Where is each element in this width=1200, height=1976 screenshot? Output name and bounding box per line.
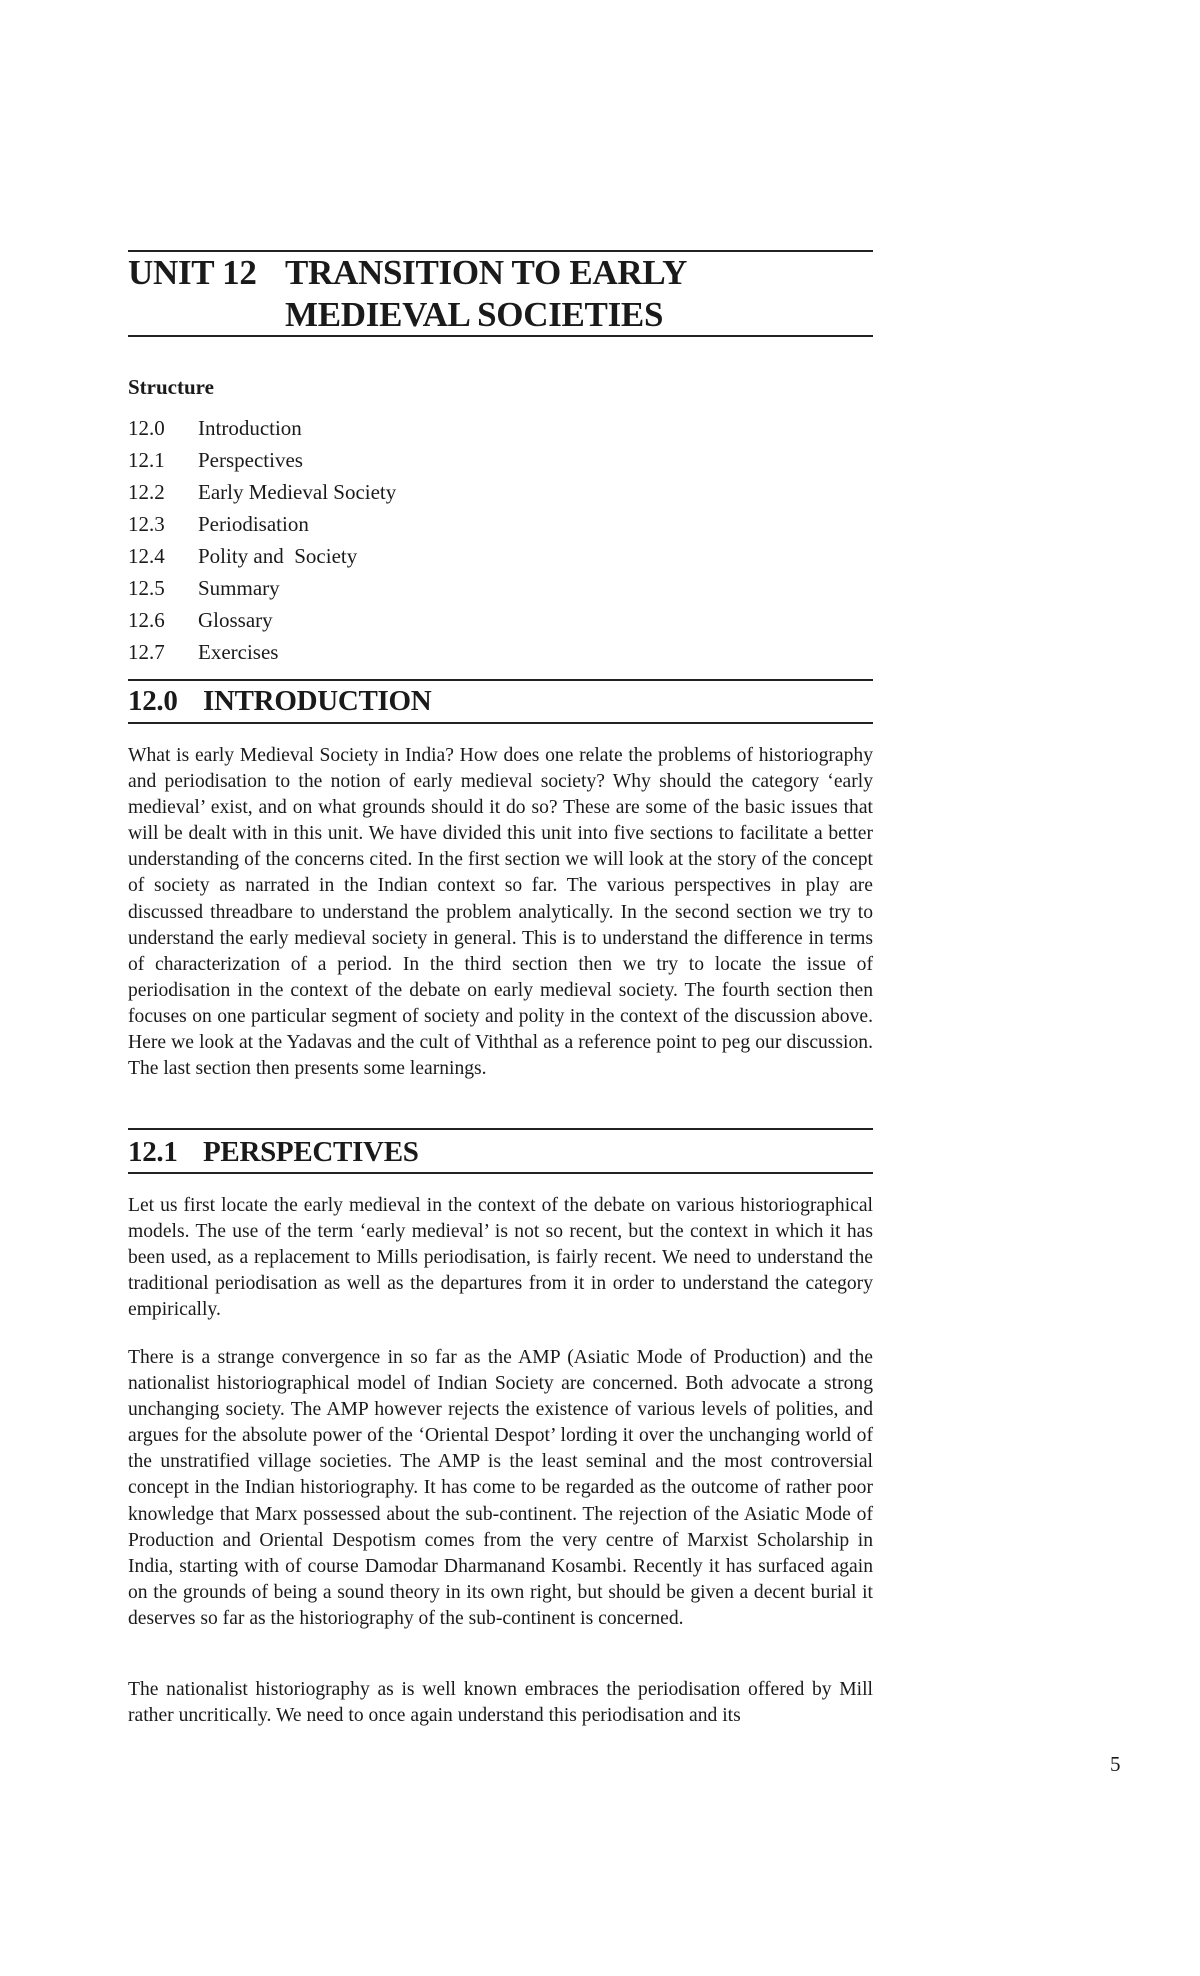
structure-item-number: 12.0	[128, 416, 165, 440]
section-number: 12.0	[128, 685, 178, 717]
unit-title-line-1: TRANSITION TO EARLY	[285, 253, 688, 292]
structure-item	[128, 606, 396, 638]
structure-item-number: 12.5	[128, 576, 165, 600]
page-number: 5	[1110, 1752, 1121, 1776]
structure-item-label: Polity and Society	[198, 544, 358, 568]
structure-item-label: Summary	[198, 576, 280, 600]
perspectives-paragraph-1: Let us first locate the early medieval in the context of the debate on various historiographical models. The use of the term ‘early medieval’ is not so recent, but the context in which it has been used, as a replacement to Mills periodisation, is fairly recent. We need to understand the traditional periodisation as well as the departures from it in order to understand the category empirically.	[128, 1195, 873, 1321]
perspectives-paragraph-3: The nationalist historiography as is well known embraces the periodisation offered by Mill rather uncritically. We need to once again understand this periodisation and its	[128, 1679, 873, 1727]
section-heading-perspectives	[128, 1135, 419, 1169]
structure-item	[128, 510, 396, 542]
structure-item-number: 12.7	[128, 640, 165, 664]
perspectives-paragraph-2: There is a strange convergence in so far as the AMP (Asiatic Mode of Production) and the nationalist historiographical model of Indian Society are concerned. Both advocate a strong unchanging society. The AMP however rejects the existence of various levels of polities, and argues for the absolute power of the ‘Oriental Despot’ lording it over the unchanging world of the unstratified village societies. The AMP is the least seminal and the most controversial concept in the Indian historiography. It has come to be regarded as the outcome of rather poor knowledge that Marx possessed about the sub-continent. The rejection of the Asiatic Mode of Production and Oriental Despotism comes from the very centre of Marxist Scholarship in India, starting with of course Damodar Dharmanand Kosambi. Recently it has surfaced again on the grounds of being a sound theory in its own right, but should be given a decent burial it deserves so far as the historiography of the sub-continent is concerned.	[128, 1347, 873, 1629]
structure-item	[128, 574, 396, 606]
structure-item	[128, 478, 396, 510]
unit-title-line-2: MEDIEVAL SOCIETIES	[285, 295, 664, 334]
structure-item	[128, 638, 396, 670]
structure-item-number: 12.6	[128, 608, 165, 632]
unit-number: UNIT 12	[128, 253, 257, 292]
section-title: PERSPECTIVES	[203, 1136, 419, 1168]
unit-title-text	[285, 252, 845, 336]
structure-item-label: Glossary	[198, 608, 273, 632]
structure-item-number: 12.1	[128, 448, 165, 472]
structure-list	[128, 414, 396, 670]
structure-item-label: Early Medieval Society	[198, 480, 397, 504]
section-introduction-top-rule	[128, 679, 873, 681]
structure-item	[128, 414, 396, 446]
structure-item-number: 12.4	[128, 544, 165, 568]
structure-item-label: Introduction	[198, 416, 302, 440]
structure-item-number: 12.3	[128, 512, 165, 536]
structure-item	[128, 542, 396, 574]
structure-item-label: Perspectives	[198, 448, 303, 472]
structure-item-label: Periodisation	[198, 512, 309, 536]
section-heading-introduction	[128, 684, 431, 718]
section-number: 12.1	[128, 1136, 178, 1168]
structure-item-label: Exercises	[198, 640, 279, 664]
section-introduction-bottom-rule	[128, 722, 873, 724]
section-perspectives-top-rule	[128, 1128, 873, 1130]
structure-item	[128, 446, 396, 478]
section-title: INTRODUCTION	[203, 685, 432, 717]
introduction-paragraph: What is early Medieval Society in India? How does one relate the problems of historiography and periodisation to the notion of early medieval society? Why should the category ‘early medieval’ exist, and on what grounds should it do so? These are some of the basic issues that will be dealt with in this unit. We have divided this unit into five sections to facilitate a better understanding of the concerns cited. In the first section we will look at the story of the concept of society as narrated in the Indian context so far. The various perspectives in play are discussed threadbare to understand the problem analytically. In the second section we try to understand the early medieval society in general. This is to understand the difference in terms of characterization of a period. In the third section then we try to locate the issue of periodisation in the context of the debate on early medieval society. The fourth section then focuses on one particular segment of society and polity in the context of the discussion above. Here we look at the Yadavas and the cult of Viththal as a reference point to peg our discussion. The last section then presents some learnings.	[128, 745, 873, 1080]
structure-heading: Structure	[128, 375, 214, 399]
title-bottom-rule	[128, 335, 873, 337]
structure-item-number: 12.2	[128, 480, 165, 504]
section-perspectives-bottom-rule	[128, 1172, 873, 1174]
